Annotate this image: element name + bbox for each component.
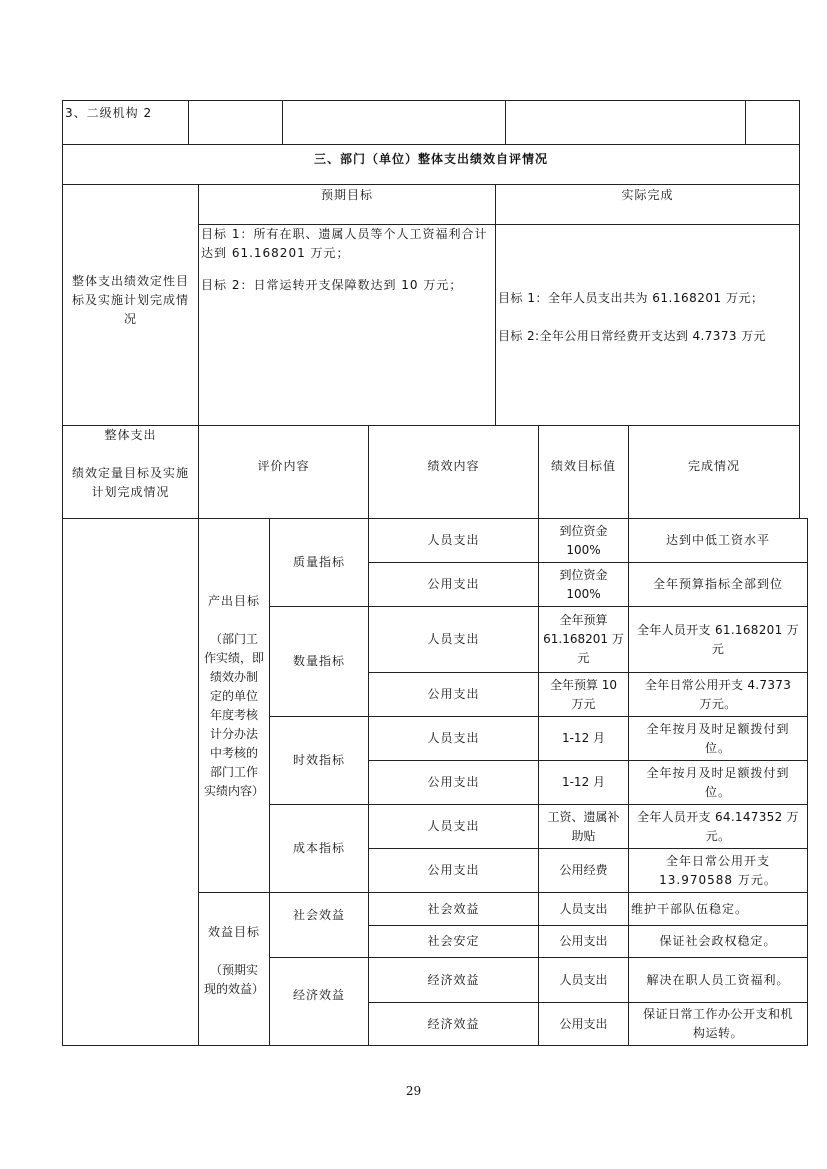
table-row-content: 社会效益 [427, 901, 480, 916]
table-row-done: 全年日常公用开支 13.970588 万元。 [659, 853, 777, 887]
table-row-content: 人员支出 [427, 731, 480, 745]
table-row-target: 全年预算 61.168201 万 元 [543, 613, 624, 665]
quantitative-row-label: 绩效定量目标及实施 计划完成情况 [71, 466, 189, 499]
table-border [62, 1045, 808, 1046]
table-row-target: 人员支出 [559, 972, 608, 987]
table-row-target: 人员支出 [559, 901, 608, 916]
table-row-done: 维护干部队伍稳定。 [631, 901, 749, 916]
col-header-target: 绩效目标值 [550, 458, 616, 473]
page-number: 29 [405, 1084, 422, 1098]
table-row-content: 人员支出 [427, 819, 480, 833]
benefit-goal-note: （预期实 现的效益） [203, 963, 264, 996]
table-row-done: 全年日常公用开支 4.7373 万元。 [644, 677, 792, 711]
table-row-content: 公用支出 [427, 863, 480, 877]
table-row-content: 社会安定 [427, 934, 480, 948]
table-row-done: 解决在职人员工资福利。 [646, 972, 790, 987]
table-row-target: 公用经费 [559, 863, 608, 877]
table-row-content: 经济效益 [427, 1016, 480, 1031]
quantitative-row-label-title: 整体支出 [104, 428, 157, 442]
table-row-target: 到位资金 100% [559, 567, 608, 601]
table-row-done: 全年按月及时足额拨付到 位。 [646, 721, 790, 755]
table-row-content: 公用支出 [427, 687, 480, 701]
table-row-target: 公用支出 [559, 1016, 608, 1031]
table-row-content: 公用支出 [427, 775, 480, 789]
output-goal-label: 产出目标 [207, 593, 260, 608]
table-row-done: 全年预算指标全部到位 [652, 577, 783, 591]
table-border [799, 100, 800, 518]
table-border [62, 100, 800, 101]
benefit-goal-label: 效益目标 [207, 924, 260, 939]
table-border [745, 100, 746, 144]
table-row-target: 1-12 月 [561, 775, 606, 789]
table-border [62, 184, 800, 185]
table-row-content: 人员支出 [427, 533, 480, 547]
table-border [505, 100, 506, 144]
qualitative-row-label: 整体支出绩效定性目 标及实施计划完成情 况 [71, 273, 189, 326]
indicator-cost: 成本指标 [292, 841, 345, 855]
table-row-done: 全年按月及时足额拨付到 位。 [646, 765, 790, 799]
indicator-economic: 经济效益 [292, 988, 345, 1002]
table-row-done: 全年人员开支 64.147352 万 元。 [637, 809, 799, 843]
table-row-done: 全年人员开支 61.168201 万 元 [637, 622, 799, 656]
col-header-done: 完成情况 [687, 458, 740, 473]
actual-goal-2: 目标 2:全年公用日常经费开支达到 4.7373 万元 [498, 329, 766, 343]
expected-goal-header: 预期目标 [320, 188, 373, 202]
table-row-target: 到位资金 100% [559, 523, 608, 557]
expected-goal-2: 目标 2：日常运转开支保障数达到 10 万元； [201, 278, 463, 292]
table-border [807, 518, 808, 1046]
indicator-quality: 质量指标 [292, 555, 345, 569]
actual-complete-header: 实际完成 [621, 188, 674, 202]
table-border [188, 100, 189, 144]
table-row-content: 公用支出 [427, 577, 480, 591]
table-border [282, 100, 283, 144]
table-row-target: 工资、遗属补 助贴 [547, 809, 620, 843]
secondary-org-label: 3、二级机构 2 [65, 106, 153, 120]
section-title: 三、部门（单位）整体支出绩效自评情况 [313, 152, 548, 166]
table-row-target: 全年预算 10 万元 [549, 677, 618, 711]
table-row-target: 公用支出 [559, 934, 608, 948]
expected-goal-1: 目标 1：所有在职、遗属人员等个人工资福利合计达到 61.168201 万元； [201, 227, 488, 260]
actual-goal-1: 目标 1：全年人员支出共为 61.168201 万元； [498, 291, 764, 305]
table-row-target: 1-12 月 [561, 731, 606, 745]
table-row-content: 经济效益 [427, 972, 480, 987]
indicator-social: 社会效益 [292, 908, 345, 922]
col-header-eval: 评价内容 [257, 458, 310, 473]
indicator-quantity: 数量指标 [292, 654, 345, 668]
table-row-done: 达到中低工资水平 [665, 533, 770, 547]
table-border [198, 184, 199, 1046]
table-row-done: 保证日常工作办公开支和机 构运转。 [642, 1007, 793, 1040]
output-goal-note: （部门工 作实绩，即 绩效办制 定的单位 年度考核 计分办法 中考核的 部门工作 实绩内容） [203, 632, 264, 798]
table-row-content: 人员支出 [427, 632, 480, 646]
col-header-perf: 绩效内容 [427, 458, 480, 473]
table-row-done: 保证社会政权稳定。 [659, 934, 777, 948]
indicator-timeliness: 时效指标 [292, 753, 345, 767]
